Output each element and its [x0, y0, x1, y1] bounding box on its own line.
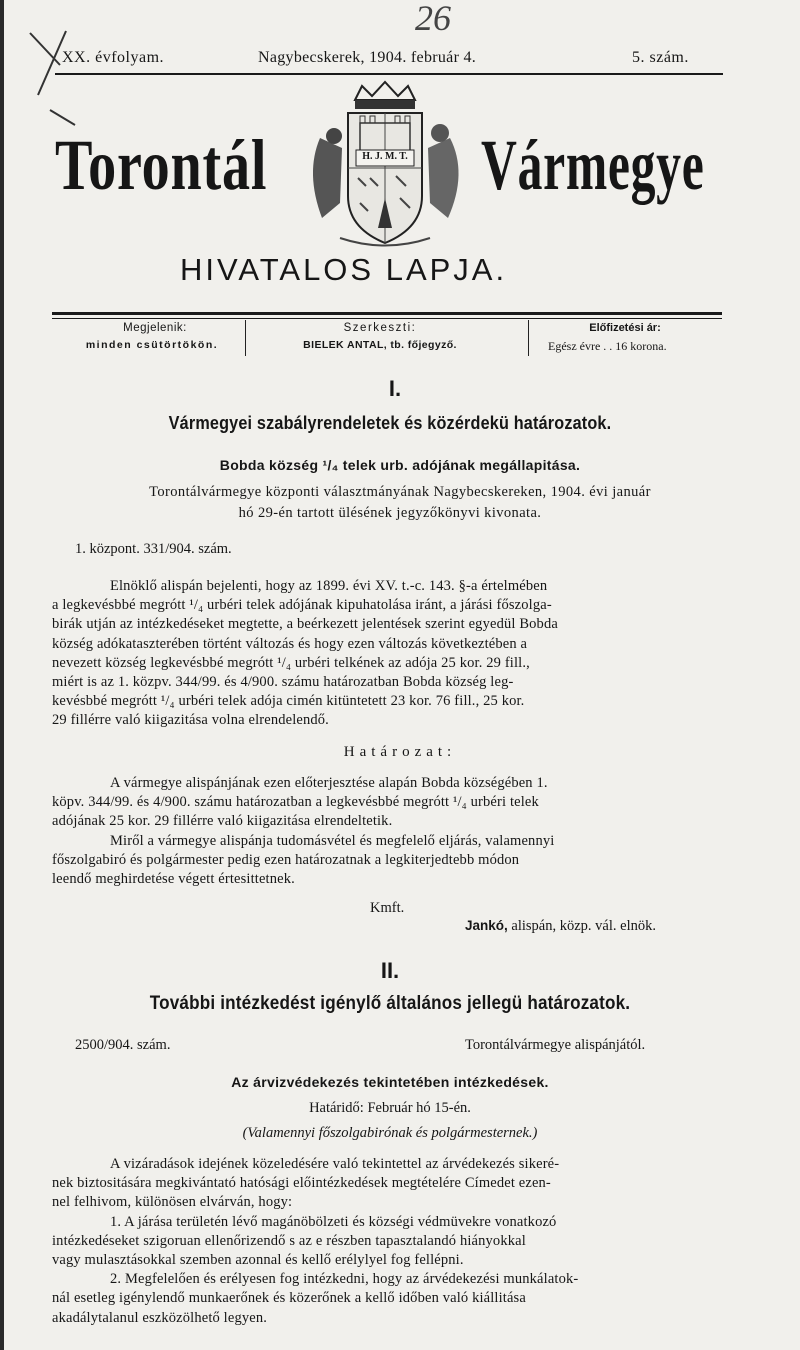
section2-body-line: nel felhivom, különösen elvárván, hogy:	[52, 1194, 293, 1211]
resolution-line: adójának 25 kor. 29 fillérre való kiigazitása elrendeltetik.	[52, 813, 393, 830]
section2-body-line: nál esetleg igénylendő munkaerőnek és közerőnek a kellő időben való kiállitása	[52, 1290, 526, 1307]
signature	[465, 918, 656, 935]
editor-value: BIELEK ANTAL, tb. főjegyző.	[303, 339, 457, 351]
section1-body-line: 29 fillérre való kiigazitása volna elrendelendő.	[52, 712, 329, 729]
handwritten-number: 26	[415, 0, 451, 38]
section2-ref-number: 2500/904. szám.	[75, 1037, 171, 1053]
header-rule	[55, 73, 723, 75]
section1-body-line: a legkevésbbé megrótt ¹/₄ urbéri telek adójának kipuhatolása iránt, a járási főszolga-	[52, 597, 552, 614]
section2-addressee: (Valamennyi főszolgabirónak és polgármesternek.)	[242, 1125, 538, 1141]
resolution-body	[52, 774, 725, 889]
section2-numeral: II.	[380, 958, 400, 983]
subtitle: HIVATALOS LAPJA.	[180, 252, 508, 287]
section1-intro-line2: hó 29-én tartott ülésének jegyzőkönyvi kivonata.	[238, 505, 542, 521]
section2-body-line: vagy mulasztásokkal szemben azonnal és kellő erélylyel fog fellépni.	[52, 1252, 464, 1269]
section2-body-line: intézkedéseket szigoruan ellenőrizendő s az e részben tapasztalandó hiányokkal	[52, 1232, 526, 1249]
coat-of-arms	[300, 78, 470, 258]
signature-name: Jankó,	[465, 918, 508, 933]
volume-label: XX. évfolyam.	[62, 49, 165, 66]
resolution-line: leendő meghirdetése végett értesittetnek.	[52, 871, 295, 888]
section2-ref-from: Torontálvármegye alispánjától.	[465, 1037, 646, 1053]
signature-title: alispán, közp. vál. elnök.	[511, 918, 656, 934]
resolution-line: főszolgabiró és polgármester pedig ezen határozatnak a legkiterjedtebb módon	[52, 851, 520, 868]
subtitle-rule-thin	[52, 318, 722, 319]
section2-subtitle: Az árvizvédekezés tekintetében intézkedések.	[231, 1074, 549, 1090]
resolution-line: Miről a vármegye alispánja tudomásvétel és megfelelő eljárás, valamennyi	[110, 832, 555, 849]
resolution-line: köpv. 344/99. és 4/900. számu határozatban a legkevésbbé megrótt ¹/₄ urbéri telek	[52, 794, 539, 811]
section2-title: További intézkedést igénylő általános jellegü határozatok.	[149, 993, 631, 1014]
section1-subtitle: Bobda község ¹/₄ telek urb. adójának megállapitása.	[219, 457, 581, 473]
coat-of-arms-icon	[300, 78, 470, 258]
section1-body-line: Elnöklő alispán bejelenti, hogy az 1899. évi XV. t.-c. 143. §-a értelmében	[110, 578, 548, 594]
section1-body-line: község adókataszterében történt változás és hogy ezen változás következtében a	[52, 635, 528, 652]
section2-deadline: Határidő: Február hó 15-én.	[309, 1100, 471, 1116]
resolution-line: A vármegye alispánjának ezen előterjesztése alapán Bobda községében 1.	[110, 775, 548, 791]
section1-body-line: nevezett község legkevésbbé megrótt ¹/₄ urbéri telkének az adója 25 kor. 29 fill.,	[52, 654, 530, 671]
subtitle-rule-thick	[52, 312, 722, 315]
section2-body-line: 1. A járása területén lévő magánöbölzeti és községi védmüvekre vonatkozó	[110, 1213, 557, 1230]
subscription-value: Egész évre . . 16 korona.	[548, 339, 667, 353]
section1-intro-line1: Torontálvármegye központi választmányának Nagybecskereken, 1904. évi január	[149, 484, 651, 500]
section2-body-line: akadálytalanul eszközölhető legyen.	[52, 1309, 268, 1326]
info-divider-2	[528, 320, 529, 356]
section1-body-line: birák utján az intézkedéseket megtette, a beérkezett jelentések szerint egyedül Bobda	[52, 616, 558, 633]
handwritten-mark-icon	[20, 25, 80, 135]
section1-body-line: kevésbbé megrótt ¹/₄ urbéri telek adója cimén kitüntetett 23 kor. 76 fill., 25 kor.	[52, 693, 525, 710]
subscription-label: Előfizetési ár:	[589, 322, 661, 334]
page-edge-shadow	[0, 0, 4, 1350]
resolution-heading: Határozat:	[343, 744, 457, 760]
section1-body-line: miért is az 1. közpv. 344/99. és 4/900. számu határozatban Bobda község leg-	[52, 674, 514, 691]
title-right: Vármegye	[481, 125, 705, 205]
section1-numeral: I.	[388, 376, 402, 401]
appears-value: minden csütörtökön.	[85, 339, 219, 351]
section1-title: Vármegyei szabályrendeletek és közérdekü határozatok.	[168, 413, 612, 433]
section2-body-line: A vizáradások idejének közeledésére való tekintettel az árvédekezés sikeré-	[110, 1156, 560, 1172]
info-divider-1	[245, 320, 246, 356]
section2-body-line: 2. Megfelelően és erélyesen fog intézkedni, hogy az árvédekezési munkálatok-	[110, 1271, 579, 1288]
section2-body	[52, 1155, 725, 1328]
section1-ref: 1. központ. 331/904. szám.	[75, 541, 232, 557]
section1-body	[52, 577, 725, 731]
section2-body-line: nek biztositására megkivántató hatósági előintézkedések megtételére Címedet ezen-	[52, 1175, 551, 1192]
title-left: Torontál	[55, 125, 268, 205]
editor-label: Szerkeszti:	[343, 322, 417, 334]
crest-text: H. J. M. T.	[362, 151, 408, 162]
issue-number: 5. szám.	[632, 49, 689, 66]
kmft: Kmft.	[370, 900, 405, 916]
place-date: Nagybecskerek, 1904. február 4.	[258, 49, 477, 66]
appears-label: Megjelenik:	[123, 322, 187, 334]
